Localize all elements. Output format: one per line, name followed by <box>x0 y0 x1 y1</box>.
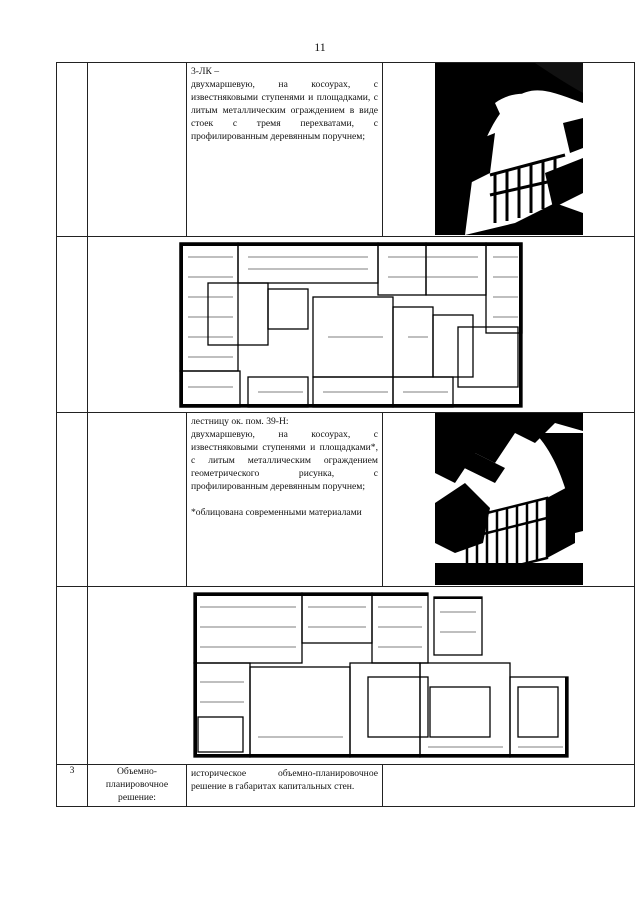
cell-empty <box>383 765 635 807</box>
cell-number <box>57 63 88 237</box>
stair-note: *облицована современными материалами <box>191 507 362 518</box>
row-number: 3 <box>57 765 88 807</box>
stair-description: двухмаршевую, на косоурах, с известняковыми ступенями и площадками*, с литым металлическим ограждением геометрического рисунка, с профилированным деревянным поручнем; <box>191 429 378 492</box>
stair-description: двухмаршевую, на косоурах, с известняковыми ступенями и площадками, с литым металлическим ограждением в виде стоек с тремя перехватами, с профилированным деревянным поручнем; <box>191 79 378 142</box>
cell-number <box>57 587 88 765</box>
stair-photo-2 <box>435 413 583 585</box>
cell-description <box>187 63 383 237</box>
stair-photo-1 <box>435 63 583 235</box>
cell-plan <box>88 237 635 413</box>
floor-plan-2 <box>88 587 635 763</box>
cell-photo <box>383 63 635 237</box>
row-description: историческое объемно-планировочное решение в габаритах капитальных стен. <box>191 768 378 792</box>
cell-photo <box>383 413 635 587</box>
page-number: 11 <box>314 40 326 54</box>
table-row <box>57 587 635 765</box>
table-row <box>57 765 635 807</box>
cell-description <box>187 413 383 587</box>
cell-number <box>57 413 88 587</box>
table-row <box>57 237 635 413</box>
table-row <box>57 63 635 237</box>
cell-name <box>88 413 187 587</box>
cell-plan <box>88 587 635 765</box>
row-title: Объемно-планировочное решение: <box>88 765 187 807</box>
cell-name <box>88 63 187 237</box>
stair-title: лестницу ок. пом. 39-Н: <box>191 416 289 427</box>
stair-title: 3-ЛК – <box>191 66 220 77</box>
table-row <box>57 413 635 587</box>
cell-number <box>57 237 88 413</box>
floor-plan-1 <box>88 237 635 411</box>
cell-description <box>187 765 383 807</box>
document-table <box>56 62 635 807</box>
